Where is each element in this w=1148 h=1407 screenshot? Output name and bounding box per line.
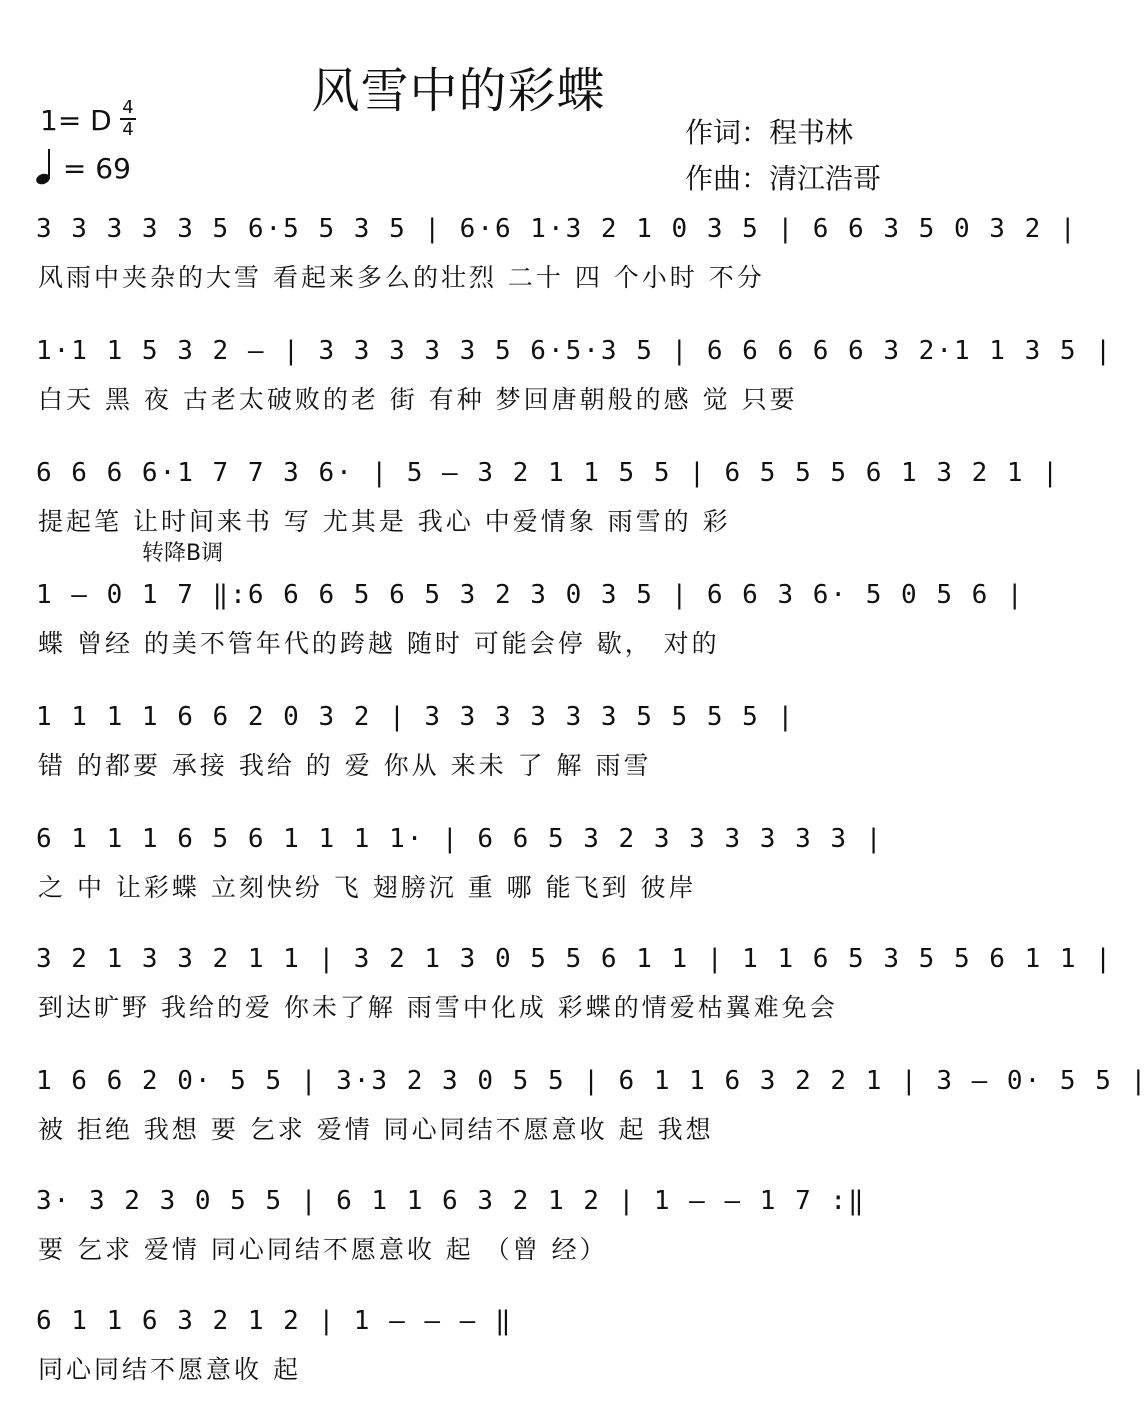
- lyrics-line-5: 错 的都要 承接 我给 的 爱 你从 来未 了 解 雨雪: [38, 751, 652, 780]
- notation-line-7: 3 2 1 3 3 2 1 1 | 3 2 1 3 0 5 5 6 1 1 | 1 1 6 5 3 5 5 6 1 1 |: [36, 944, 1113, 974]
- lyrics-line-3: 提起笔 让时间来书 写 尤其是 我心 中爱情象 雨雪的 彩: [38, 507, 731, 536]
- notation-line-1: 3 3 3 3 3 5 6·5 5 3 5 | 6·6 1·3 2 1 0 3 5 | 6 6 3 5 0 3 2 |: [36, 214, 1078, 244]
- lyrics-line-8: 被 拒绝 我想 要 乞求 爱情 同心同结不愿意收 起 我想: [38, 1115, 714, 1144]
- notation-line-4: 1 – 0 1 7 ‖:6 6 6 5 6 5 3 2 3 0 3 5 | 6 6 3 6· 5 0 5 6 |: [36, 580, 1025, 610]
- song-title: 风雪中的彩蝶: [311, 63, 606, 119]
- lyrics-line-7: 到达旷野 我给的爱 你未了解 雨雪中化成 彩蝶的情爱枯翼难免会: [38, 993, 838, 1022]
- notation-line-3: 6 6 6 6·1 7 7 3 6· | 5 – 3 2 1 1 5 5 | 6 5 5 5 6 1 3 2 1 |: [36, 458, 1060, 488]
- notation-line-6: 6 1 1 1 6 5 6 1 1 1 1· | 6 6 5 3 2 3 3 3 3 3 3 |: [36, 824, 884, 854]
- notation-line-5: 1 1 1 1 6 6 2 0 3 2 | 3 3 3 3 3 3 5 5 5 5 |: [36, 702, 796, 732]
- tempo-value: = 69: [62, 152, 131, 185]
- lyrics-line-6: 之 中 让彩蝶 立刻快纷 飞 翅膀沉 重 哪 能飞到 彼岸: [38, 873, 697, 902]
- lyrics-line-1: 风雨中夹杂的大雪 看起来多么的壮烈 二十 四 个小时 不分: [38, 263, 765, 292]
- quarter-note-icon: [36, 150, 54, 184]
- lyrics-line-10: 同心同结不愿意收 起: [38, 1355, 301, 1384]
- notation-line-10: 6 1 1 6 3 2 1 2 | 1 – – – ‖: [36, 1306, 513, 1336]
- notation-line-2: 1·1 1 5 3 2 – | 3 3 3 3 3 5 6·5·3 5 | 6 6 6 6 6 3 2·1 1 3 5 |: [36, 336, 1113, 366]
- tempo-marking: [36, 150, 131, 185]
- notation-line-9: 3· 3 2 3 0 5 5 | 6 1 1 6 3 2 1 2 | 1 – – 1 7 :‖: [36, 1186, 866, 1216]
- meter-top: 4: [122, 97, 134, 118]
- lyrics-line-9: 要 乞求 爱情 同心同结不愿意收 起 （曾 经）: [38, 1235, 608, 1264]
- lyricist: 作词：程书林: [684, 116, 853, 149]
- modulation-note: 转降B调: [142, 541, 224, 566]
- key-signature: 1= D: [40, 104, 112, 137]
- composer: 作曲：清江浩哥: [684, 162, 881, 195]
- meter-bottom: 4: [122, 119, 134, 140]
- credits: [685, 110, 881, 202]
- time-signature: [118, 98, 138, 140]
- lyrics-line-2: 白天 黑 夜 古老太破败的老 街 有种 梦回唐朝般的感 觉 只要: [38, 385, 798, 414]
- lyrics-line-4: 蝶 曾经 的美不管年代的跨越 随时 可能会停 歇， 对的: [38, 629, 720, 658]
- notation-line-8: 1 6 6 2 0· 5 5 | 3·3 2 3 0 5 5 | 6 1 1 6 3 2 2 1 | 3 – 0· 5 5 |: [36, 1066, 1148, 1096]
